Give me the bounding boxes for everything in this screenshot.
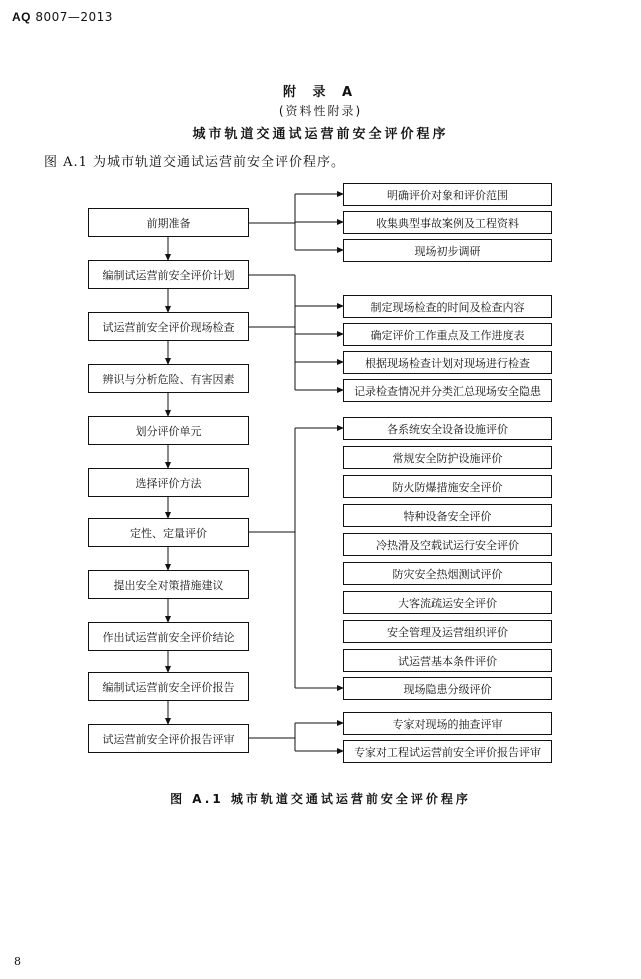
detail-box: 试运营基本条件评价 [343,649,552,672]
appendix-title: 附 录 A [282,85,359,100]
step-select-methods: 选择评价方法 [88,468,249,497]
detail-box: 安全管理及运营组织评价 [343,620,552,643]
step-report-review: 试运营前安全评价报告评审 [88,724,249,753]
detail-box: 现场隐患分级评价 [343,677,552,700]
step-qualitative-quantitative: 定性、定量评价 [88,518,249,547]
standard-number: 8007—2013 [35,10,113,24]
standard-code: AQ [12,10,31,24]
detail-box: 大客流疏运安全评价 [343,591,552,614]
figure-caption: 图 A.1 城市轨道交通试运营前安全评价程序 [170,792,471,806]
appendix-subtitle: 城市轨道交通试运营前安全评价程序 [192,127,449,142]
step-evaluation-plan: 编制试运营前安全评价计划 [88,260,249,289]
detail-box: 特种设备安全评价 [343,504,552,527]
detail-box: 专家对现场的抽查评审 [343,712,552,735]
detail-box: 收集典型事故案例及工程资料 [343,211,552,234]
detail-box: 冷热滑及空载试运行安全评价 [343,533,552,556]
intro-text: 图 A.1 为城市轨道交通试运营前安全评价程序。 [44,155,346,170]
detail-box: 根据现场检查计划对现场进行检查 [343,351,552,374]
step-compile-report: 编制试运营前安全评价报告 [88,672,249,701]
detail-box: 确定评价工作重点及工作进度表 [343,323,552,346]
step-conclusion: 作出试运营前安全评价结论 [88,622,249,651]
detail-box: 专家对工程试运营前安全评价报告评审 [343,740,552,763]
detail-box: 防灾安全热烟测试评价 [343,562,552,585]
detail-box: 记录检查情况并分类汇总现场安全隐患 [343,379,552,402]
detail-box: 制定现场检查的时间及检查内容 [343,295,552,318]
step-site-inspection: 试运营前安全评价现场检查 [88,312,249,341]
detail-box: 各系统安全设备设施评价 [343,417,552,440]
detail-box: 现场初步调研 [343,239,552,262]
step-evaluation-units: 划分评价单元 [88,416,249,445]
appendix-note: (资料性附录) [278,104,363,118]
detail-box: 明确评价对象和评价范围 [343,183,552,206]
page-number: 8 [14,955,21,968]
step-hazard-identification: 辨识与分析危险、有害因素 [88,364,249,393]
detail-box: 防火防爆措施安全评价 [343,475,552,498]
step-preparation: 前期准备 [88,208,249,237]
detail-box: 常规安全防护设施评价 [343,446,552,469]
step-safety-measures: 提出安全对策措施建议 [88,570,249,599]
